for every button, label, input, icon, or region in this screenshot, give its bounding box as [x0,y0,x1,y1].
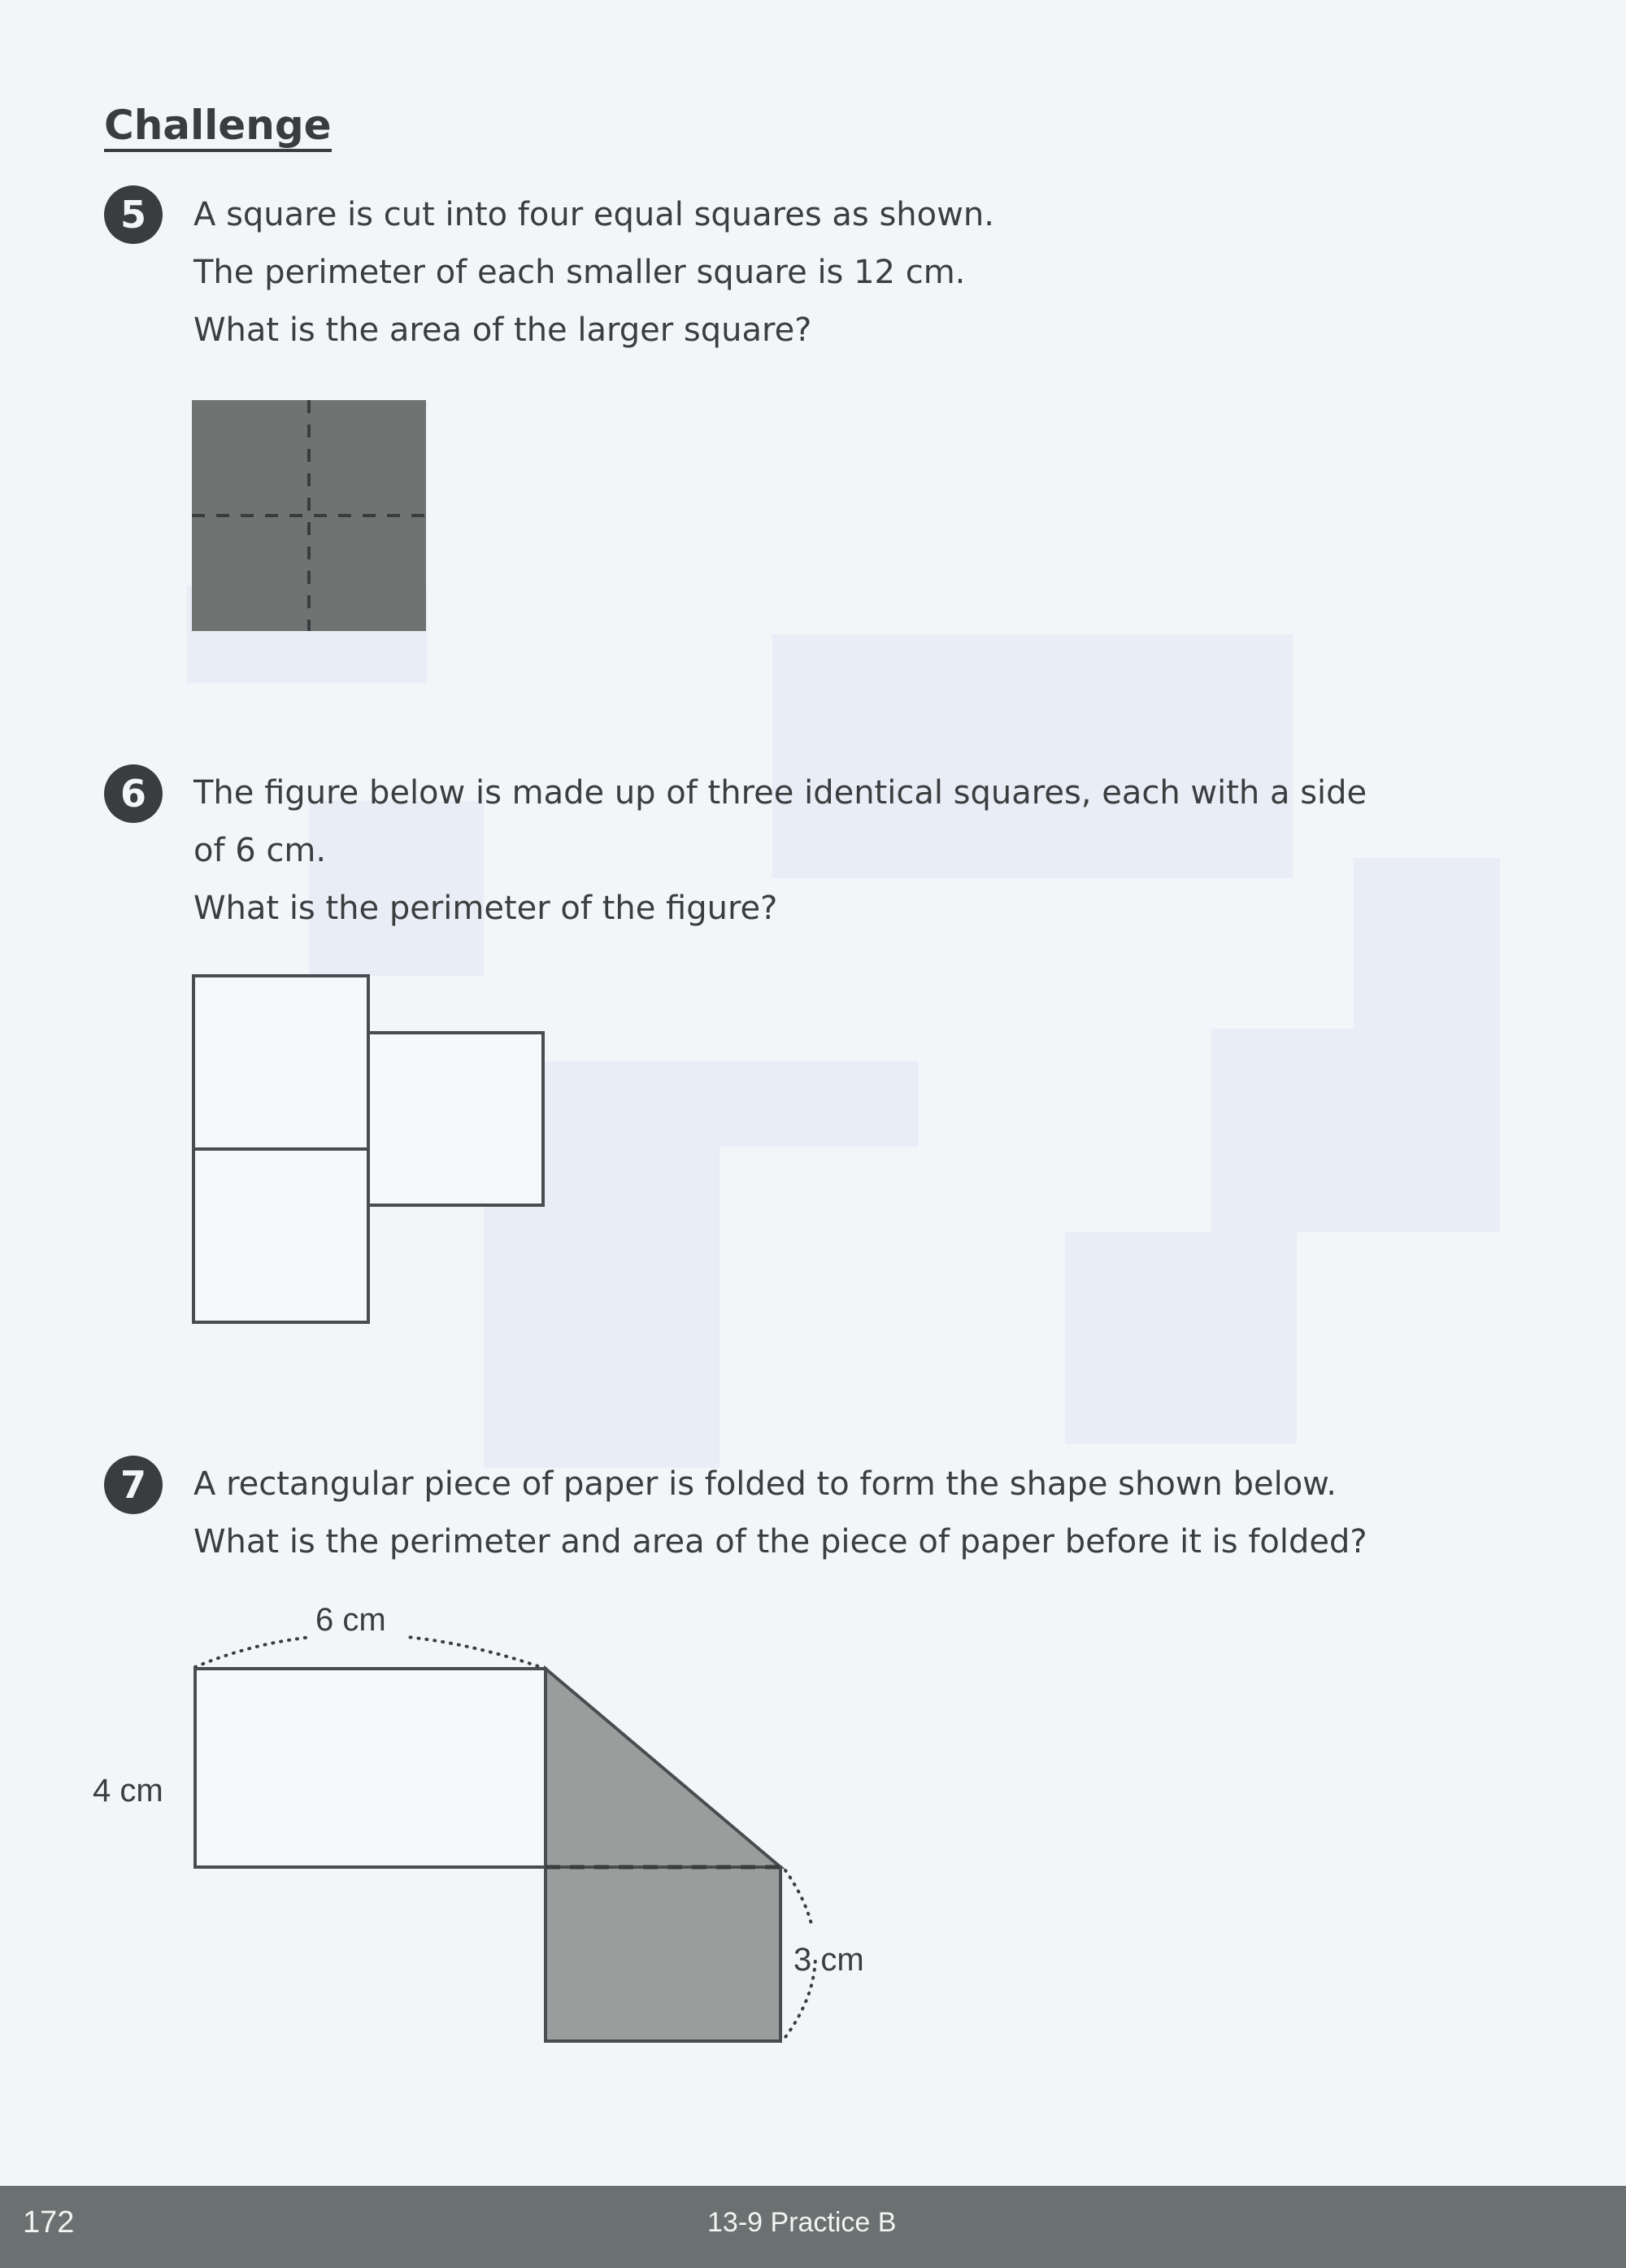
question-line: A square is cut into four equal squares as shown. [193,196,994,233]
section-label: 13-9 Practice B [707,2207,897,2238]
dimension-label-top: 6 cm [315,1602,386,1638]
folded-paper-figure [81,1594,894,2082]
question-line: What is the perimeter and area of the piece of paper before it is folded? [193,1523,1367,1561]
question-line: of 6 cm. [193,832,327,869]
question-text [193,764,1367,938]
divided-square-figure [192,400,428,633]
question-number: 6 [120,772,146,816]
question-line: What is the area of the larger square? [193,311,812,349]
question-number-badge [104,764,163,823]
three-squares-figure [192,974,546,1327]
show-through-shape [1211,1029,1500,1232]
question-text [193,1456,1367,1571]
question-line: What is the perimeter of the figure? [193,890,778,927]
question-number-badge [104,185,163,244]
page-number: 172 [23,2205,75,2240]
dimension-label-right: 3 cm [793,1942,864,1978]
question-number: 5 [120,193,146,237]
question-number-badge [104,1456,163,1514]
question-line: The perimeter of each smaller square is 12 cm. [193,254,966,291]
show-through-shape [1354,858,1500,1029]
question-number: 7 [120,1463,146,1507]
question-text [193,186,994,359]
section-title: Challenge [104,104,332,152]
question-line: A rectangular piece of paper is folded to form the shape shown below. [193,1465,1337,1503]
show-through-shape [484,1061,919,1147]
question-line: The figure below is made up of three identical squares, each with a side [193,774,1367,812]
show-through-shape [1065,1232,1297,1443]
dimension-label-left: 4 cm [93,1773,163,1809]
page-footer [0,2186,1626,2268]
